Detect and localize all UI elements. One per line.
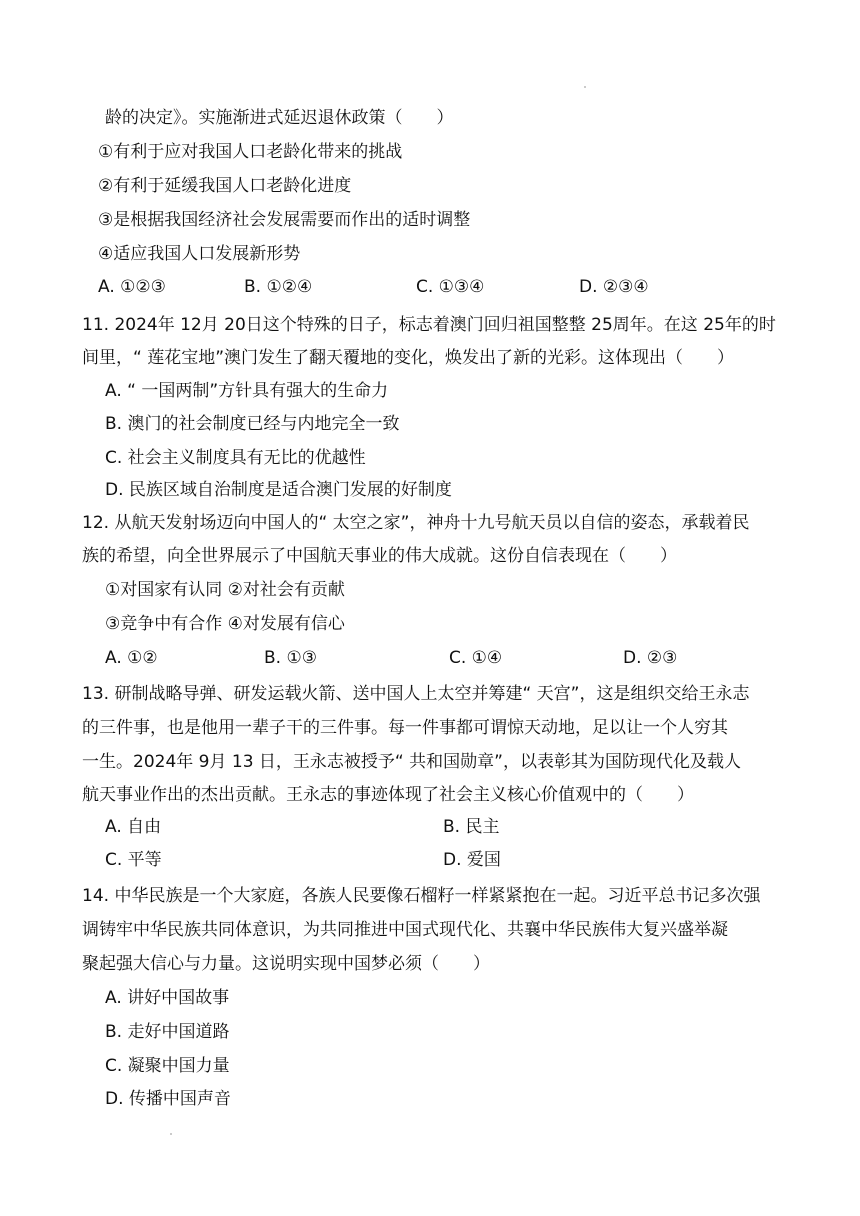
q10-choice-c[interactable]: C. ①③④ (416, 277, 485, 297)
scan-speck (584, 86, 586, 88)
q11-option-a[interactable]: A. “ 一国两制”方针具有强大的生命力 (105, 381, 389, 401)
q13-choice-c[interactable]: C. 平等 (105, 850, 162, 870)
q10-item-4: ④适应我国人口发展新形势 (98, 244, 301, 264)
q13-stem-line-2: 的三件事，也是他用一辈子干的三件事。每一件事都可谓惊天动地，足以让一个人穷其 (82, 718, 728, 738)
q11-option-d[interactable]: D. 民族区域自治制度是适合澳门发展的好制度 (105, 480, 452, 500)
q11-option-c[interactable]: C. 社会主义制度具有无比的优越性 (105, 448, 366, 468)
q12-choice-c[interactable]: C. ①④ (449, 648, 503, 668)
q12-stem-line-1: 12. 从航天发射场迈向中国人的“ 太空之家”，神舟十九号航天员以自信的姿态，承载着民 (82, 513, 750, 533)
q14-option-d[interactable]: D. 传播中国声音 (105, 1089, 231, 1109)
q13-stem-line-1: 13. 研制战略导弹、研发运载火箭、送中国人上太空并筹建“ 天宫”，这是组织交给王永志 (82, 684, 750, 704)
q10-stem-tail: 龄的决定》。实施渐进式延迟退休政策（ ） (105, 108, 454, 128)
q14-option-a[interactable]: A. 讲好中国故事 (105, 988, 230, 1008)
q14-option-c[interactable]: C. 凝聚中国力量 (105, 1056, 230, 1076)
q10-choice-a[interactable]: A. ①②③ (98, 277, 166, 297)
q11-stem-line-1: 11. 2024年 12月 20日这个特殊的日子，标志着澳门回归祖国整整 25周年。在这 25年的时 (82, 315, 776, 335)
q10-choice-b[interactable]: B. ①②④ (244, 277, 313, 297)
q13-choice-d[interactable]: D. 爱国 (443, 850, 501, 870)
q10-item-3: ③是根据我国经济社会发展需要而作出的适时调整 (98, 210, 471, 230)
q12-items-row-1: ①对国家有认同 ②对社会有贡献 (105, 580, 345, 600)
q13-choice-a[interactable]: A. 自由 (105, 817, 162, 837)
q10-item-1: ①有利于应对我国人口老龄化带来的挑战 (98, 142, 403, 162)
q12-stem-line-2: 族的希望，向全世界展示了中国航天事业的伟大成就。这份自信表现在（ ） (82, 546, 677, 566)
q12-choice-d[interactable]: D. ②③ (623, 648, 678, 668)
q13-stem-line-4: 航天事业作出的杰出贡献。王永志的事迹体现了社会主义核心价值观中的（ ） (82, 785, 694, 805)
q10-item-2: ②有利于延缓我国人口老龄化进度 (98, 176, 352, 196)
q10-choice-d[interactable]: D. ②③④ (579, 277, 649, 297)
q14-stem-line-3: 聚起强大信心与力量。这说明实现中国梦必须（ ） (82, 954, 490, 974)
q11-stem-line-2: 间里，“ 莲花宝地”澳门发生了翻天覆地的变化，焕发出了新的光彩。这体现出（ ） (82, 348, 735, 368)
q11-option-b[interactable]: B. 澳门的社会制度已经与内地完全一致 (105, 414, 400, 434)
q12-choice-a[interactable]: A. ①② (105, 648, 158, 668)
q14-option-b[interactable]: B. 走好中国道路 (105, 1022, 230, 1042)
q12-choice-b[interactable]: B. ①③ (264, 648, 317, 668)
q12-items-row-2: ③竞争中有合作 ④对发展有信心 (105, 614, 345, 634)
q14-stem-line-1: 14. 中华民族是一个大家庭，各族人民要像石榴籽一样紧紧抱在一起。习近平总书记多次强 (82, 886, 761, 906)
scan-speck (170, 1133, 172, 1135)
q14-stem-line-2: 调铸牢中华民族共同体意识，为共同推进中国式现代化、共襄中华民族伟大复兴盛举凝 (82, 920, 728, 940)
q13-choice-b[interactable]: B. 民主 (443, 817, 500, 837)
q13-stem-line-3: 一生。2024年 9月 13 日，王永志被授予“ 共和国勋章”，以表彰其为国防现代化及载人 (82, 752, 741, 772)
